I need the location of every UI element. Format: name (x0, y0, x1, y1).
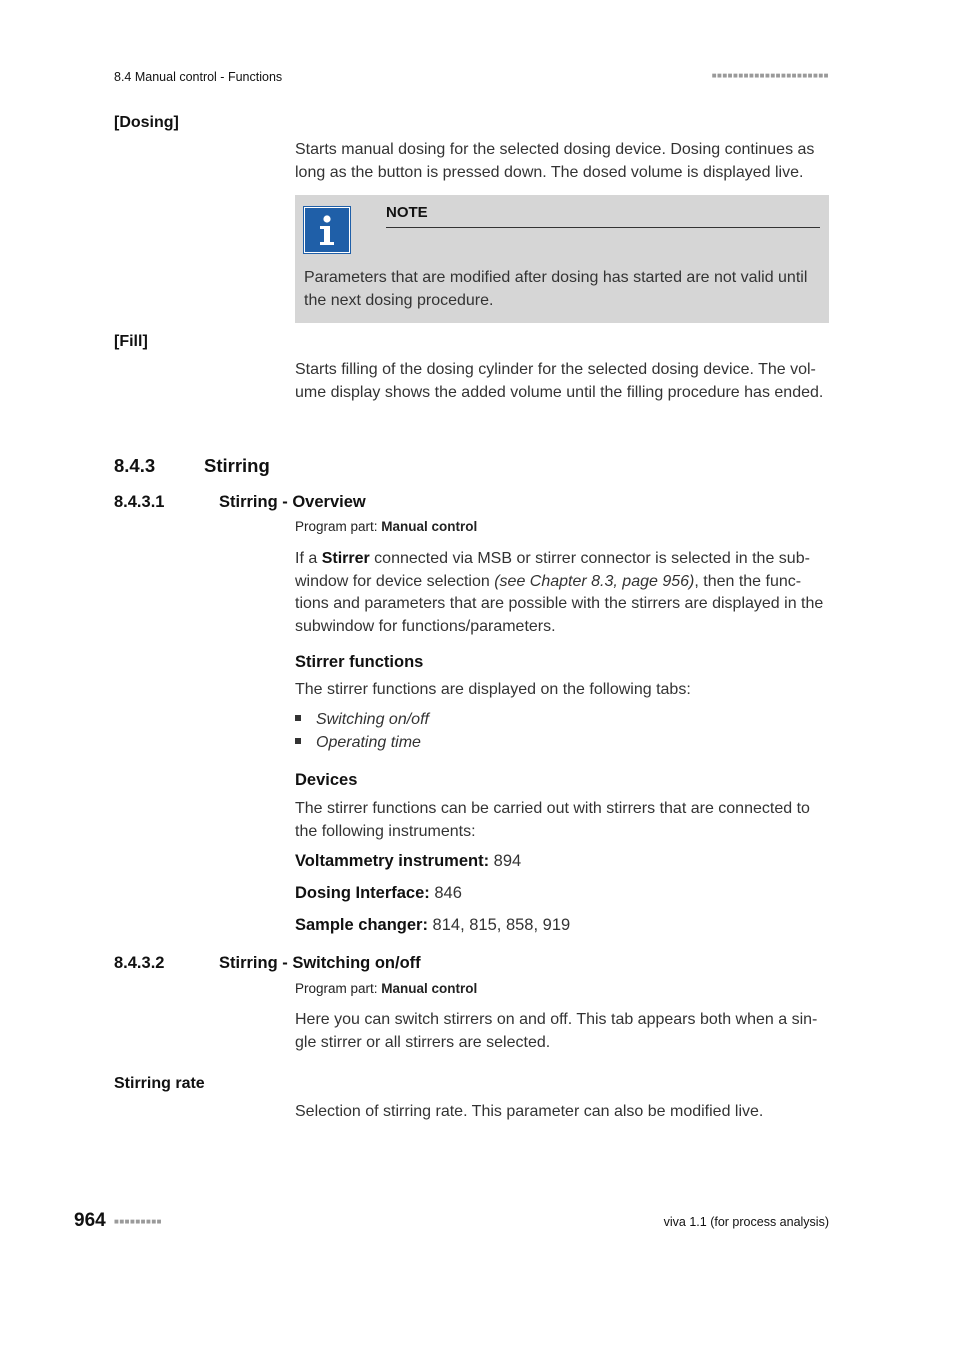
note-title: NOTE (386, 204, 428, 221)
section-number: 8.4.3 (114, 455, 156, 476)
dosing-description: Starts manual dosing for the selected dosing device. Dosing continues as long as the button is pressed down. The dosed volume is displayed live. (295, 141, 815, 181)
overview-number: 8.4.3.1 (114, 493, 165, 511)
dosing-term: [Dosing] (114, 114, 179, 131)
program-part-label: Program part: (295, 519, 378, 534)
overview-text-2: connected via MSB or stirrer connector is selected in the sub-window for device selection (295, 550, 810, 590)
device-item (295, 852, 521, 871)
switching-program-part (295, 981, 477, 996)
bullet-icon (295, 715, 301, 721)
stirring-rate-term: Stirring rate (114, 1075, 205, 1092)
program-part-label: Program part: (295, 981, 378, 996)
stirrer-functions-intro: The stirrer functions are displayed on the following tabs: (295, 681, 691, 698)
overview-heading (114, 493, 366, 512)
device-label: Dosing Interface: (295, 884, 430, 902)
list-item (295, 734, 421, 752)
chapter-reference: (see Chapter 8.3, page 956) (494, 572, 695, 590)
list-item-text: Operating time (316, 734, 421, 751)
fill-description: Starts filling of the dosing cylinder for the selected dosing device. The vol-ume display shows the added volume until the filling procedure has ended. (295, 361, 824, 401)
devices-intro: The stirrer functions can be carried out with stirrers that are connected to the following instruments: (295, 800, 810, 840)
note-text: Parameters that are modified after dosing has started are not valid until the next dosing procedure. (304, 269, 808, 309)
program-part-value: Manual control (381, 519, 478, 534)
overview-text-bold: Stirrer (321, 550, 370, 567)
overview-text-3: , then the func-tions and parameters that are possible with the stirrers are displayed in the subwindow for functions/parameters. (295, 572, 824, 635)
stirring-rate-description: Selection of stirring rate. This parameter can also be modified live. (295, 1103, 764, 1120)
switching-description: Here you can switch stirrers on and off. This tab appears both when a sin-gle stirrer or all stirrers are selected. (295, 1011, 818, 1051)
program-part-value: Manual control (381, 981, 478, 996)
product-name: viva 1.1 (for process analysis) (663, 1215, 829, 1229)
device-value: 894 (489, 852, 522, 870)
bullet-icon (295, 738, 301, 744)
device-value: 846 (429, 884, 462, 902)
device-item (295, 916, 570, 935)
switching-heading (114, 954, 421, 973)
stirrer-functions-heading: Stirrer functions (295, 653, 424, 671)
overview-program-part (295, 519, 477, 534)
device-label: Sample changer: (295, 916, 428, 934)
overview-text-1: If a (295, 550, 322, 567)
section-heading (114, 455, 270, 477)
section-title: Stirring (204, 455, 270, 476)
info-icon (304, 207, 350, 253)
device-item (295, 884, 462, 903)
list-item (295, 711, 429, 729)
device-label: Voltammetry instrument: (295, 852, 490, 870)
fill-term: [Fill] (114, 333, 148, 350)
page-number: 964 (74, 1210, 106, 1231)
switching-title: Stirring - Switching on/off (219, 954, 421, 972)
note-box (295, 195, 829, 323)
devices-heading: Devices (295, 771, 358, 789)
overview-title: Stirring - Overview (219, 493, 366, 511)
running-header: 8.4 Manual control - Functions (114, 70, 283, 84)
header-decoration: ■■■■■■■■■■■■■■■■■■■■■■ (711, 71, 829, 80)
footer-decoration: ■■■■■■■■■ (114, 1217, 162, 1226)
overview-description (295, 548, 831, 638)
switching-number: 8.4.3.2 (114, 954, 165, 972)
note-divider (386, 227, 820, 228)
list-item-text: Switching on/off (316, 711, 429, 728)
device-value: 814, 815, 858, 919 (427, 916, 571, 934)
